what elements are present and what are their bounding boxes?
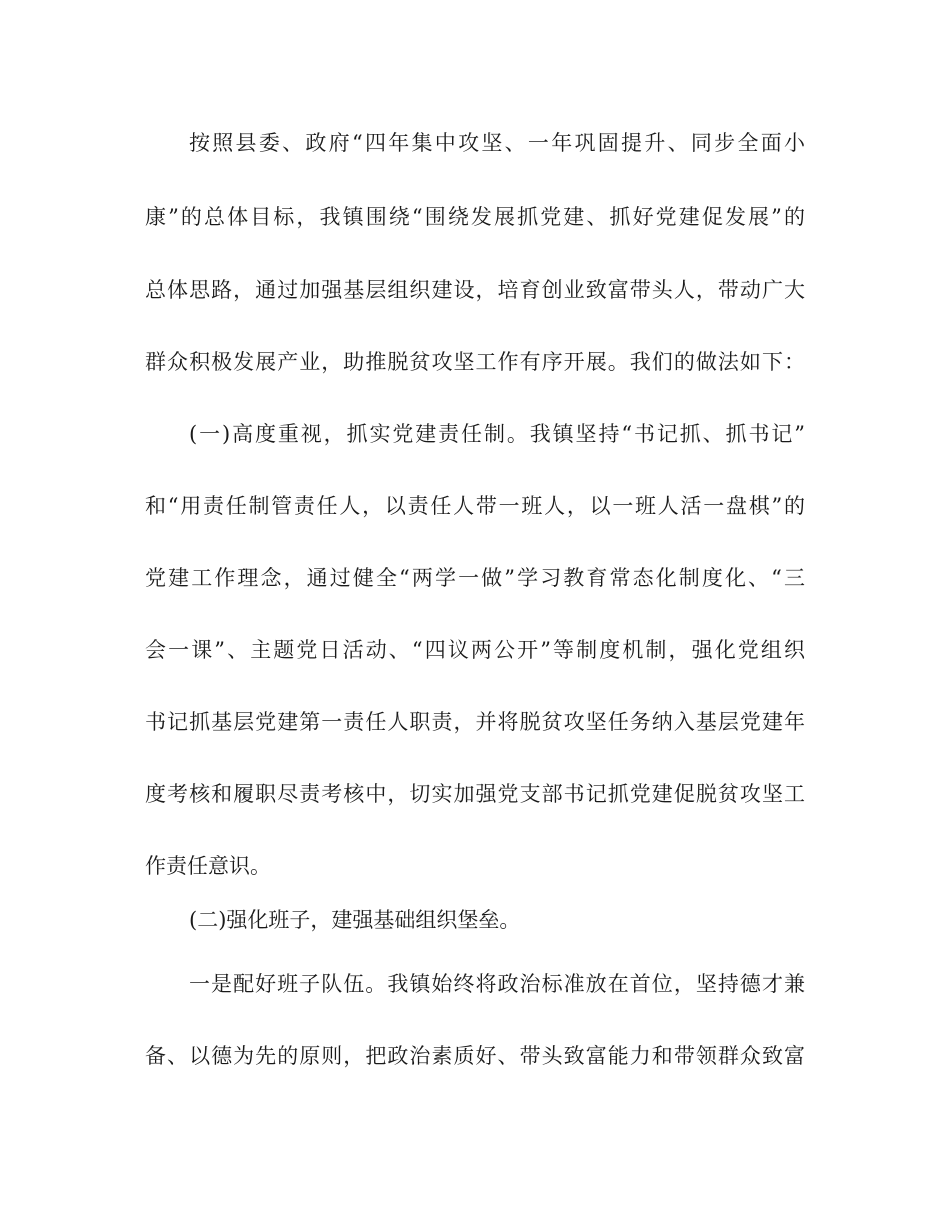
text-line: 群众积极发展产业，助推脱贫攻坚工作有序开展。我们的做法如下：	[145, 350, 805, 374]
text-line: 按照县委、政府“四年集中攻坚、一年巩固提升、同步全面小	[189, 131, 805, 155]
text-line: 总体思路，通过加强基层组织建设，培育创业致富带头人，带动广大	[145, 278, 805, 302]
text-line: 一是配好班子队伍。我镇始终将政治标准放在首位，坚持德才兼	[189, 972, 805, 996]
text-line: 作责任意识。	[145, 854, 271, 878]
text-line: 度考核和履职尽责考核中，切实加强党支部书记抓党建促脱贫攻坚工	[145, 782, 805, 806]
text-line: (一)高度重视，抓实党建责任制。我镇坚持“书记抓、抓书记”	[189, 422, 805, 446]
text-line: 会一课”、主题党日活动、“四议两公开”等制度机制，强化党组织	[145, 638, 805, 662]
text-line: (二)强化班子，建强基础组织堡垒。	[189, 908, 521, 932]
text-line: 党建工作理念，通过健全“两学一做”学习教育常态化制度化、“三	[145, 566, 805, 590]
text-line: 和“用责任制管责任人，以责任人带一班人，以一班人活一盘棋”的	[145, 494, 805, 518]
text-line: 康”的总体目标，我镇围绕“围绕发展抓党建、抓好党建促发展”的	[145, 205, 805, 229]
text-line: 备、以德为先的原则，把政治素质好、带头致富能力和带领群众致富	[145, 1044, 805, 1068]
text-line: 书记抓基层党建第一责任人职责，并将脱贫攻坚任务纳入基层党建年	[145, 710, 805, 734]
